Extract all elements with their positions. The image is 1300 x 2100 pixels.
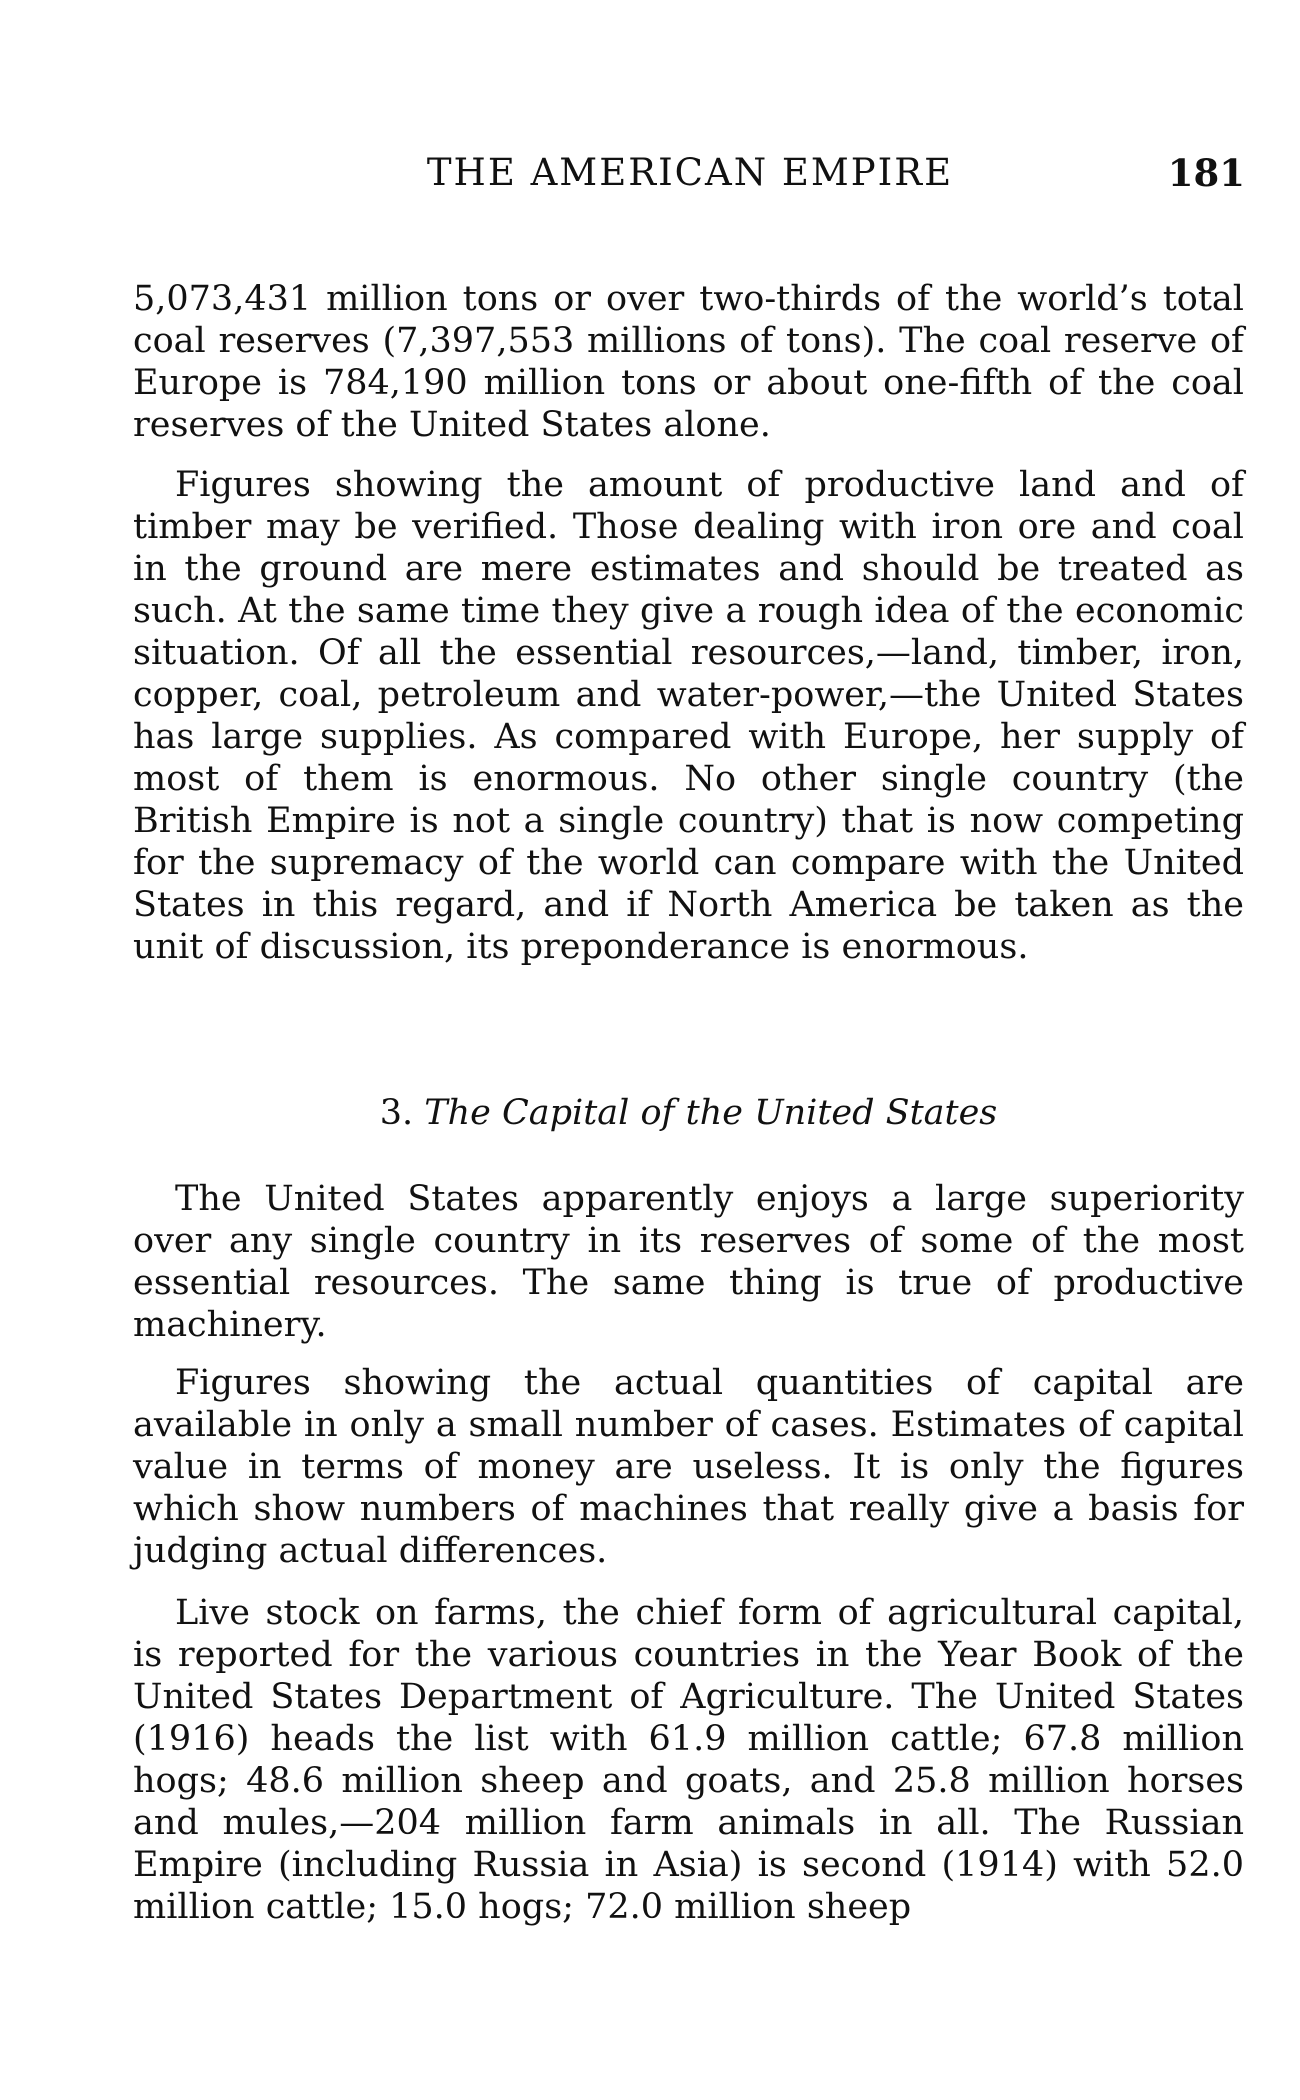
- running-head: [135, 148, 1245, 198]
- paragraph-text: Figures showing the actual quantities of capital are available in only a small number of cases. Estimates of capital value in terms of money are useless. It is only the figures which show numbers of machines that really give a basis for judging actual differences.: [133, 1363, 1244, 1571]
- paragraph-text: The United States apparently enjoys a large superiority over any single country in its reserves of some of the most essential resources. The same thing is true of productive machinery.: [133, 1179, 1244, 1345]
- paragraph: [133, 1362, 1244, 1572]
- running-title: THE AMERICAN EMPIRE: [426, 151, 954, 194]
- paragraph: [133, 464, 1244, 968]
- paragraph-text: 5,073,431 million tons or over two-thirds of the world’s total coal reserves (7,397,553 millions of tons). The coal reserve of Europe is 784,190 million tons or about one-fifth of the coal reserves of the United States alone.: [133, 279, 1244, 445]
- paragraph: [133, 1592, 1244, 1928]
- paragraph-text: Figures showing the amount of productive land and of timber may be verified. Those dealing with iron ore and coal in the ground are mere estimates and should be treated as such. At the same time they give a rough idea of the economic situation. Of all the essential resources,—land, timber, iron, copper, coal, petroleum and water-power,—the United States has large supplies. As compared with Europe, her supply of most of them is enormous. No other single country (the British Empire is not a single country) that is now competing for the supremacy of the world can compare with the United States in this regard, and if North America be taken as the unit of discussion, its preponderance is enormous.: [133, 465, 1244, 967]
- page-number: 181: [1167, 151, 1245, 195]
- section-number: 3.: [379, 1093, 414, 1133]
- section-title: The Capital of the United States: [424, 1093, 998, 1133]
- paragraph-text: Live stock on farms, the chief form of agricultural capital, is reported for the various countries in the Year Book of the United States Department of Agriculture. The United States (1916) heads the list with 61.9 million cattle; 67.8 million hogs; 48.6 million sheep and goats, and 25.8 million horses and mules,—204 million farm animals in all. The Russian Empire (including Russia in Asia) is second (1914) with 52.0 million cattle; 15.0 hogs; 72.0 million sheep: [133, 1593, 1244, 1927]
- paragraph: [133, 1178, 1244, 1346]
- section-heading: [133, 1090, 1244, 1136]
- paragraph-continued: [133, 278, 1244, 446]
